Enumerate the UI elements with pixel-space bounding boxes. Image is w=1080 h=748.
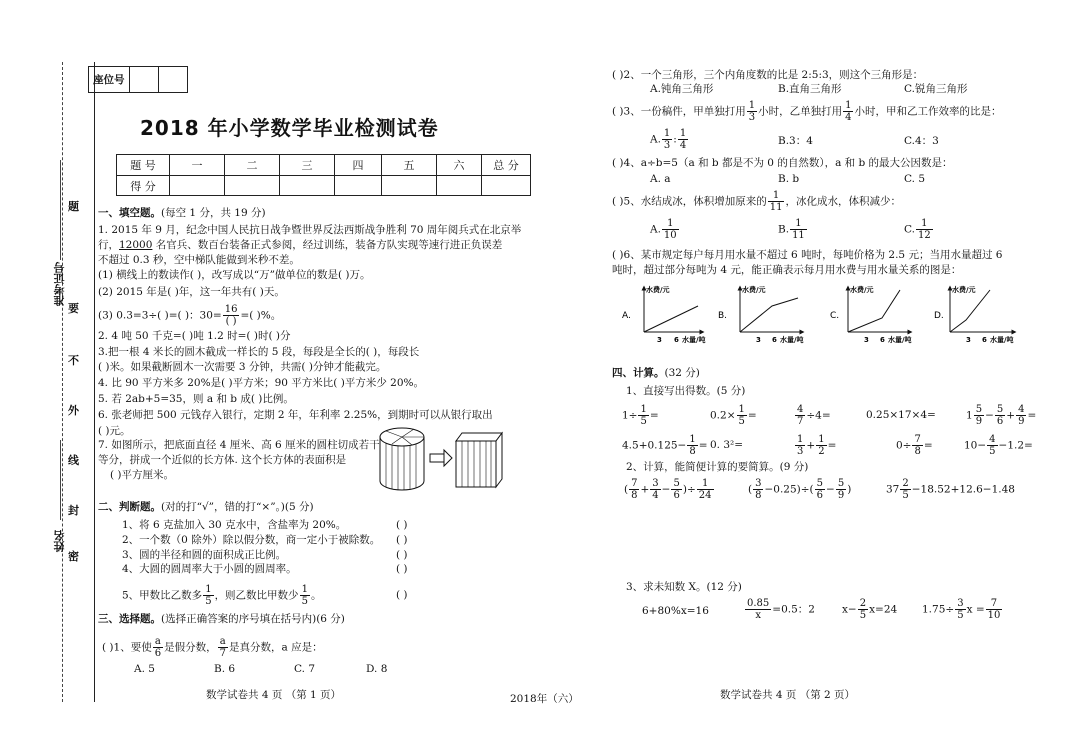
page-2-footer: 数学试卷共 4 页 （第 2 页）: [720, 689, 856, 701]
q3-line-b: ( )米。如果截断圆木一次需要 3 分钟，共需( )分钟才能截完。: [98, 361, 387, 373]
q1-sub-2: (2) 2015 年是( )年，这一年共有( )天。: [98, 286, 285, 298]
choice-option[interactable]: B. b: [778, 173, 800, 185]
score-row-label: 得 分: [117, 176, 170, 196]
choice-option[interactable]: A. $\frac{1}{10}$: [650, 218, 677, 241]
svg-text:C.: C.: [830, 311, 840, 321]
score-cell[interactable]: [482, 176, 531, 196]
svg-text:水费/元: 水费/元: [742, 286, 766, 294]
choice-option[interactable]: C. $\frac{1}{12}$: [904, 218, 931, 241]
fraction: $\frac{1}{11}$: [769, 190, 783, 213]
score-cell[interactable]: [225, 176, 280, 196]
choice-5-text: ，冰化成水，体积减少：: [785, 195, 901, 208]
choice-1-text: ( )1、要使: [102, 641, 152, 654]
seat-cell[interactable]: [129, 67, 158, 93]
q1-sub-3-text: (3) 0.3=3÷( )=( )：30=: [98, 309, 222, 322]
seat-cell[interactable]: [158, 67, 187, 93]
q1-sub-1: (1) 横线上的数读作( )，改写成以“万”做单位的数是( )万。: [98, 269, 371, 281]
section-2-note: (对的打“√”，错的打“×”。)(5 分): [161, 501, 314, 513]
q7-line-a: 7. 如图所示，把底面直径 4 厘米、高 6 厘米的圆柱切成若干: [98, 439, 380, 451]
q2-text: 2. 4 吨 50 千克=( )吨 1.2 时=( )时( )分: [98, 330, 291, 342]
q4-text: 4. 比 90 平方米多 20%是( )平方米；90 平方米比( )平方米少 20%。: [98, 377, 425, 389]
score-header: 总 分: [482, 155, 531, 176]
fraction: $\frac{1}{3}$: [748, 100, 756, 123]
svg-text:3: 3: [864, 336, 869, 344]
choice-option[interactable]: A.钝角三角形: [650, 83, 714, 95]
svg-text:6: 6: [880, 336, 885, 344]
exam-no-label: 准考证号: [53, 262, 66, 306]
svg-text:3: 3: [657, 336, 662, 344]
q7-line-c: ( )平方厘米。: [110, 469, 175, 481]
choice-option[interactable]: A. 5: [134, 663, 155, 675]
q1-line-a: 1. 2015 年 9 月，纪念中国人民抗日战争暨世界反法西斯战争胜利 70 周年阅兵式在北京举: [98, 224, 522, 236]
equation-item[interactable]: 1.75÷ $\frac{3}{5}$ x = $\frac{7}{10}$: [922, 598, 1001, 621]
judge-5-text: ，则乙数比甲数少: [214, 589, 299, 602]
section-1-note: (每空 1 分，共 19 分): [161, 207, 266, 219]
binding-char: 外: [68, 404, 79, 417]
calc-item[interactable]: 4.5+0.125− $\frac{1}{8}$ =: [622, 434, 708, 457]
equation-item[interactable]: 6+80%x=16: [642, 605, 709, 617]
svg-text:6: 6: [674, 336, 679, 344]
choice-option[interactable]: C. 5: [904, 173, 926, 185]
score-cell[interactable]: [382, 176, 437, 196]
fraction: $\frac{1}{5}$: [205, 584, 212, 607]
choice-option[interactable]: D. 8: [366, 663, 388, 675]
svg-text:D.: D.: [934, 311, 944, 321]
score-header: 一: [170, 155, 225, 176]
choice-option[interactable]: B.直角三角形: [778, 83, 842, 95]
graph-letter-a: A.: [622, 311, 631, 321]
q5-text: 5. 若 2ab+5=35，则 a 和 b 成( )比例。: [98, 393, 294, 405]
binding-char: 密: [68, 550, 79, 563]
calc-2-heading: 2、计算，能简便计算的要简算。(9 分): [626, 461, 809, 473]
score-header: 六: [437, 155, 482, 176]
choice-option[interactable]: B. 6: [214, 663, 236, 675]
judge-3: 3、圆的半径和圆的面积成正比例。: [122, 549, 287, 561]
exam-no-field[interactable]: [52, 262, 66, 332]
choice-option[interactable]: B. $\frac{1}{11}$: [778, 218, 805, 241]
center-footer: 2018年（六）: [510, 693, 579, 705]
choice-3-text: 小时，甲和乙工作效率的比是：: [854, 105, 1002, 118]
score-cell[interactable]: [280, 176, 335, 196]
calc-item[interactable]: 10− $\frac{4}{5}$ −1.2=: [964, 434, 1033, 457]
svg-text:B.: B.: [718, 311, 728, 321]
choice-4: ( )4、a÷b=5（a 和 b 都是不为 0 的自然数），a 和 b 的最大公因数是：: [612, 157, 953, 169]
name-field[interactable]: [52, 530, 66, 590]
choice-option[interactable]: C. 7: [294, 663, 316, 675]
fraction: $\frac{16}{( )}$: [224, 304, 238, 327]
calc-item[interactable]: 0÷ $\frac{7}{8}$ =: [896, 434, 933, 457]
score-header: 五: [382, 155, 437, 176]
svg-text:水费/元: 水费/元: [850, 286, 874, 294]
binding-char: 要: [68, 302, 79, 315]
svg-text:水量/吨: 水量/吨: [888, 336, 912, 344]
judge-4: 4、大圆的圆周率大于小圆的圆周率。: [122, 563, 297, 575]
svg-text:3: 3: [966, 336, 971, 344]
judge-1-answer[interactable]: ( ): [396, 519, 408, 531]
score-header: 四: [335, 155, 382, 176]
score-cell[interactable]: [437, 176, 482, 196]
judge-2: 2、一个数（0 除外）除以假分数，商一定小于被除数。: [122, 534, 381, 546]
choice-6-line-a: ( )6、某市规定每户每月用水量不超过 6 吨时，每吨价格为 2.5 元；当用水量超过 6: [612, 249, 1003, 261]
svg-text:6: 6: [982, 336, 987, 344]
calc-1-heading: 1、直接写出得数。(5 分): [626, 385, 746, 397]
svg-text:水量/吨: 水量/吨: [990, 336, 1014, 344]
binding-char: 不: [68, 354, 79, 367]
cylinder-to-cuboid-figure: [378, 425, 506, 491]
q1-underlined-number: 12000: [119, 239, 153, 251]
judge-2-answer[interactable]: ( ): [396, 534, 408, 546]
score-cell[interactable]: [170, 176, 225, 196]
choice-option[interactable]: A. $\frac{1}{3}$ : $\frac{1}{4}$: [650, 128, 687, 151]
calc-item[interactable]: 1 $\frac{5}{9}$ − $\frac{5}{6}$ + $\frac{4}{9}$ =: [966, 404, 1037, 427]
section-3-heading: 三、选择题。: [98, 613, 161, 625]
calc-3-heading: 3、求未知数 X。(12 分): [626, 581, 742, 593]
svg-text:水费/元: 水费/元: [952, 286, 976, 294]
section-1-heading: 一、填空题。: [98, 207, 161, 219]
page-1-footer: 数学试卷共 4 页 （第 1 页）: [206, 689, 342, 701]
q1-text: 名官兵、数百台装备正式参阅，经过训练，装备方队实现等速行进正负误差: [152, 239, 503, 251]
q1-line-c: 不超过 0.3 秒，空中梯队能做到米秒不差。: [98, 254, 300, 266]
calc-item[interactable]: ( $\frac{3}{8}$ −0.25)÷( $\frac{5}{6}$ − $\frac{5}{9}$ ): [748, 478, 852, 501]
judge-1: 1、将 6 克盐加入 30 克水中，含盐率为 20%。: [122, 519, 347, 531]
choice-1-text: 是假分数，: [164, 641, 217, 654]
section-2-heading: 二、判断题。: [98, 501, 161, 513]
svg-text:6: 6: [772, 336, 777, 344]
q6-line-b: ( )元。: [98, 425, 131, 437]
judge-4-answer[interactable]: ( ): [396, 563, 408, 575]
fraction: $\frac{1}{5}$: [301, 584, 308, 607]
score-header: 题 号: [117, 155, 170, 176]
choice-1-text: 是真分数，a 应是：: [228, 641, 323, 654]
q1-text: 行，: [98, 239, 119, 251]
judge-3-answer[interactable]: ( ): [396, 549, 408, 561]
score-header: 二: [225, 155, 280, 176]
exam-title: 2018 年小学数学毕业检测试卷: [140, 116, 439, 140]
section-4-note: (32 分): [664, 367, 700, 379]
equation-item[interactable]: $\frac{0.85}{x}$ =0.5：2: [747, 598, 815, 621]
choice-option[interactable]: C.4：3: [904, 135, 939, 147]
fraction: $\frac{a}{6}$: [154, 636, 162, 659]
choice-6-line-b: 吨时，超过部分每吨为 4 元，能正确表示每月用水费与用水量关系的图是：: [612, 264, 962, 276]
score-header: 三: [280, 155, 335, 176]
choice-3-text: ( )3、一份稿件，甲单独打用: [612, 105, 746, 118]
calc-item[interactable]: $\frac{4}{7}$ ÷4=: [797, 404, 831, 427]
q1-sub-3-text: =( )%。: [240, 309, 282, 322]
choice-option[interactable]: A. a: [650, 173, 671, 185]
section-3-note: (选择正确答案的序号填在括号内)(6 分): [161, 613, 345, 625]
score-table: [116, 154, 531, 196]
score-cell[interactable]: [335, 176, 382, 196]
choice-5-text: ( )5、水结成冰，体积增加原来的: [612, 195, 767, 208]
judge-5-text: 。: [310, 589, 322, 602]
choice-3-text: 小时，乙单独打用: [758, 105, 843, 118]
judge-5-answer[interactable]: ( ): [396, 589, 408, 601]
judge-5-text: 5、甲数比乙数多: [122, 589, 203, 602]
choice-2: ( )2、一个三角形，三个内角度数的比是 2:5:3，则这个三角形是：: [612, 69, 924, 81]
svg-text:水量/吨: 水量/吨: [780, 336, 804, 344]
equation-item[interactable]: x− $\frac{2}{5}$ x=24: [842, 598, 898, 621]
calc-item[interactable]: 0.25×17×4=: [866, 409, 936, 421]
section-4-heading: 四、计算。: [612, 367, 665, 379]
svg-text:水费/元: 水费/元: [646, 286, 670, 294]
q6-line-a: 6. 张老师把 500 元钱存入银行，定期 2 年，年利率 2.25%，到期时可以从银行取出: [98, 409, 493, 421]
seat-label: 座位号: [89, 67, 130, 93]
water-fee-graphs: [620, 282, 1030, 352]
calc-item[interactable]: $\frac{1}{3}$ + $\frac{1}{2}$ =: [797, 434, 837, 457]
seat-number-box: [88, 66, 188, 93]
fraction: $\frac{1}{4}$: [845, 100, 852, 123]
calc-item[interactable]: 1÷ $\frac{1}{5}$ =: [622, 404, 659, 427]
binding-solid-line: [94, 62, 95, 702]
svg-text:3: 3: [756, 336, 761, 344]
q3-line-a: 3.把一根 4 米长的圆木截成一样长的 5 段，每段是全长的( )，每段长: [98, 346, 420, 358]
fraction: $\frac{a}{7}$: [219, 636, 226, 659]
binding-dashed-line: [62, 62, 64, 702]
choice-option[interactable]: C.锐角三角形: [904, 83, 968, 95]
name-label: 姓名: [53, 530, 66, 552]
calc-item[interactable]: 0. 3²=: [710, 439, 744, 451]
calc-item[interactable]: 37 $\frac{2}{5}$ −18.52+12.6−1.48: [886, 478, 1015, 501]
choice-option[interactable]: B.3：4: [778, 135, 813, 147]
svg-text:水量/吨: 水量/吨: [682, 336, 706, 344]
binding-char: 线: [68, 454, 79, 467]
binding-char: 题: [68, 200, 79, 213]
binding-char: 封: [68, 504, 79, 517]
calc-item[interactable]: ( $\frac{7}{8}$ + $\frac{3}{4}$ − $\frac{5}{6}$ )÷ $\frac{1}{24}$: [624, 478, 712, 501]
calc-item[interactable]: 0.2× $\frac{1}{5}$ =: [710, 404, 757, 427]
q7-line-b: 等分，拼成一个近似的长方体. 这个长方体的表面积是: [98, 454, 347, 466]
